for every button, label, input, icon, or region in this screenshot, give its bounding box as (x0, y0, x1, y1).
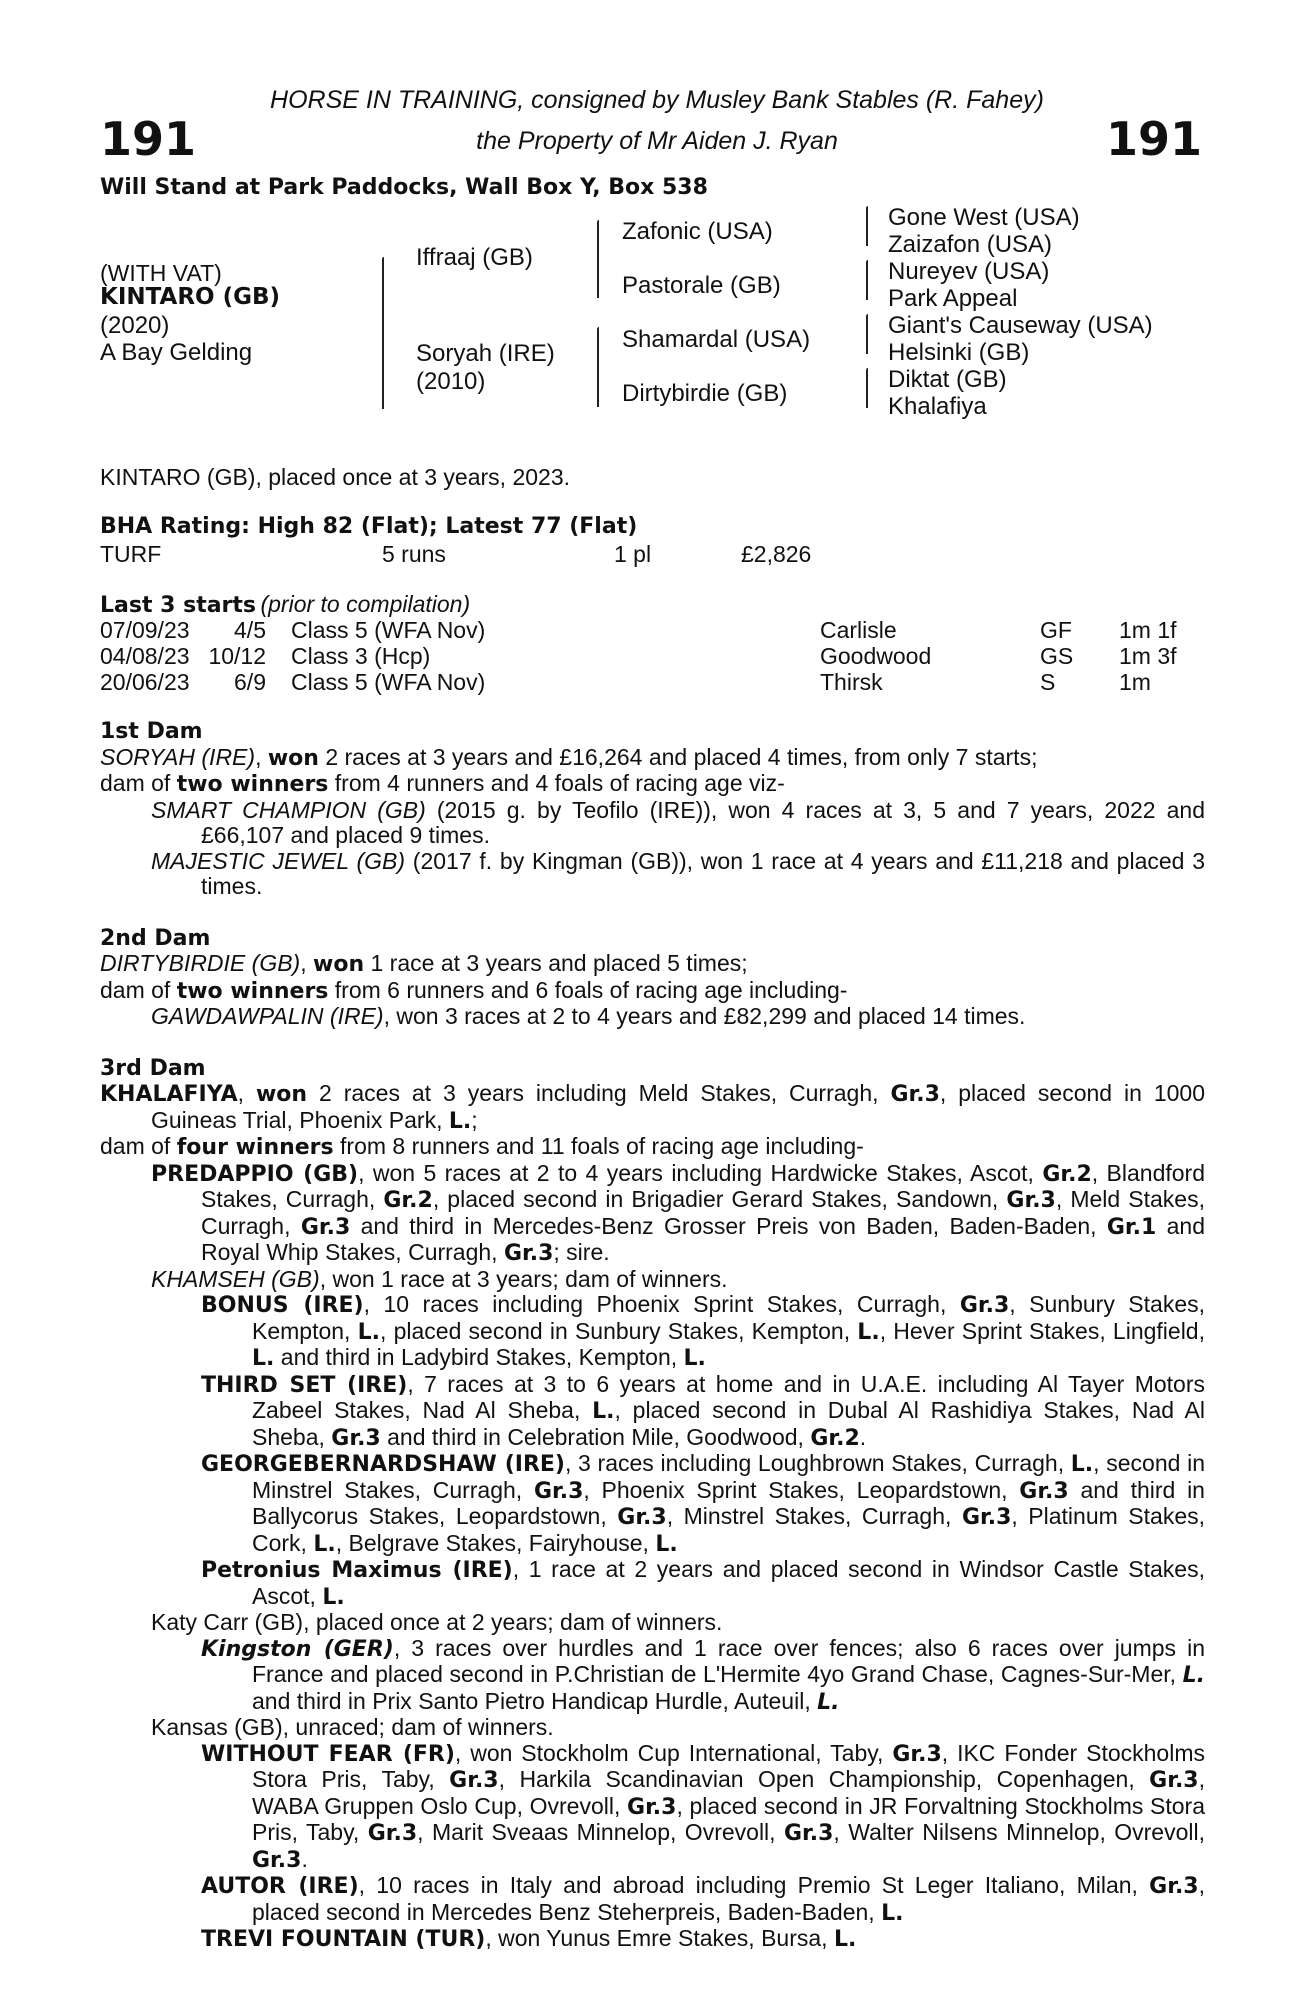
progeny-entry: MAJESTIC JEWEL (GB) (2017 f. by Kingman (GB)), won 1 race at 4 years and £11,218 and placed 3 times. (151, 847, 1205, 899)
sire-dam: Pastorale (GB) (622, 272, 781, 299)
pedigree-brace-g3-3 (866, 314, 868, 354)
rating-placed: 1 pl (614, 541, 652, 567)
start-going: GS (1040, 643, 1074, 669)
start-distance: 1m 3f (1119, 643, 1177, 669)
dam-year: (2010) (416, 368, 486, 395)
start-course: Thirsk (820, 669, 883, 695)
start-position: 6/9 (234, 669, 266, 695)
start-date: 20/06/23 (100, 669, 190, 695)
lot-number-right: 191 (1105, 112, 1202, 166)
property-line: the Property of Mr Aiden J. Ryan (476, 127, 838, 155)
start-course: Carlisle (820, 617, 897, 643)
sire: Iffraaj (GB) (416, 244, 533, 271)
grand-progeny-entry: AUTOR (IRE), 10 races in Italy and abroad including Premio St Leger Italiano, Milan, Gr.3, placed second in Mercedes Benz Steherpreis, Baden-Baden, L. (201, 1872, 1205, 1926)
grand-progeny-entry: BONUS (IRE), 10 races including Phoenix Sprint Stakes, Curragh, Gr.3, Sunbury Stakes, Kempton, L., placed second in Sunbury Stakes, Kempton, L., Hever Sprint Stakes, Lingfield, L. and third in Ladybird Stakes, Kempton, L. (201, 1291, 1206, 1371)
first-dam-title: 1st Dam (100, 719, 203, 744)
horse-year: (2020) (100, 312, 170, 339)
start-date: 04/08/23 (100, 643, 190, 669)
pedigree-brace-main (382, 257, 384, 409)
last-starts-heading (100, 591, 470, 618)
grand-progeny-entry: THIRD SET (IRE), 7 races at 3 to 6 years at home and in U.A.E. including Al Tayer Motors Zabeel Stakes, Nad Al Sheba, L., placed second in Dubal Al Rashidiya Stakes, Nad Al Sheba, Gr.3 and third in Celebration Mile, Goodwood, Gr.2. (201, 1370, 1205, 1451)
start-class: Class 5 (WFA Nov) (291, 669, 486, 695)
progeny-entry: Kansas (GB), unraced; dam of winners. (151, 1714, 554, 1740)
start-position: 4/5 (234, 617, 266, 643)
grand-progeny-entry: Kingston (GER), 3 races over hurdles and 1 race over fences; also 6 races over jumps in France and placed second in P.Christian de L'Hermite 4yo Grand Chase, Cagnes-Sur-Mer, L. and third in Prix Santo Pietro Handicap Hurdle, Auteuil, L. (201, 1634, 1205, 1715)
first-dam-record: SORYAH (IRE), won 2 races at 3 years and £16,264 and placed 4 times, from only 7 starts; (100, 743, 1038, 771)
third-dam-title: 3rd Dam (100, 1055, 206, 1081)
g3-ancestor-2: Zaizafon (USA) (888, 231, 1053, 258)
progeny-entry: Katy Carr (GB), placed once at 2 years; dam of winners. (151, 1609, 723, 1635)
start-course: Goodwood (820, 643, 932, 669)
horse-description: A Bay Gelding (100, 339, 253, 366)
pedigree-brace-g3-1 (866, 206, 868, 246)
grand-progeny-entry: WITHOUT FEAR (FR), won Stockholm Cup International, Taby, Gr.3, IKC Fonder Stockholms Stora Pris, Taby, Gr.3, Harkila Scandinavian Open Championship, Copenhagen, Gr.3, WABA Gruppen Oslo Cup, Ovrevoll, Gr.3, placed second in JR Forvaltning Stockholms Stora Pris, Taby, Gr.3, Marit Sveaas Minnelop, Ovrevoll, Gr.3, Walter Nilsens Minnelop, Ovrevoll, Gr.3. (201, 1739, 1206, 1873)
race-summary: KINTARO (GB), placed once at 3 years, 2023. (100, 464, 571, 490)
progeny-entry: SMART CHAMPION (GB) (2015 g. by Teofilo (IRE)), won 4 races at 3, 5 and 7 years, 2022 and £66,107 and placed 9 times. (151, 796, 1205, 848)
start-date: 07/09/23 (100, 617, 190, 643)
g3-ancestor-7: Diktat (GB) (888, 366, 1007, 393)
bha-rating: BHA Rating: High 82 (Flat); Latest 77 (Flat) (100, 514, 638, 539)
g3-ancestor-3: Nureyev (USA) (888, 258, 1050, 285)
sire-sire: Zafonic (USA) (622, 218, 773, 245)
first-dam-produce: dam of two winners from 4 runners and 4 foals of racing age viz- (100, 770, 785, 797)
dam-dam: Dirtybirdie (GB) (622, 380, 788, 407)
grand-progeny-entry: GEORGEBERNARDSHAW (IRE), 3 races including Loughbrown Stakes, Curragh, L., second in Minstrel Stakes, Curragh, Gr.3, Phoenix Sprint Stakes, Leopardstown, Gr.3 and third in Ballycorus Stakes, Leopardstown, Gr.3, Minstrel Stakes, Curragh, Gr.3, Platinum Stakes, Cork, L., Belgrave Stakes, Fairyhouse, L. (201, 1450, 1206, 1557)
g3-ancestor-5: Giant's Causeway (USA) (888, 312, 1153, 339)
start-going: GF (1040, 617, 1072, 643)
pedigree-brace-sire (597, 220, 599, 298)
start-going: S (1040, 669, 1056, 695)
third-dam-record: KHALAFIYA, won 2 races at 3 years including Meld Stakes, Curragh, Gr.3, placed second in 1000 Guineas Trial, Phoenix Park, L.; (100, 1080, 1205, 1134)
consignor-line: HORSE IN TRAINING, consigned by Musley Bank Stables (R. Fahey) (270, 86, 1044, 114)
first-dam-heading (100, 718, 1205, 745)
dam: Soryah (IRE) (416, 340, 555, 367)
lot-number-left: 191 (100, 112, 197, 166)
pedigree-brace-g3-2 (866, 260, 868, 300)
g3-ancestor-4: Park Appeal (888, 285, 1018, 312)
pedigree-brace-dam (597, 327, 599, 407)
third-dam-produce: dam of four winners from 8 runners and 11 foals of racing age including- (100, 1133, 864, 1160)
rating-runs: 5 runs (382, 541, 446, 567)
start-distance: 1m (1119, 669, 1151, 695)
rating-earnings: £2,826 (741, 541, 812, 567)
third-dam-heading (100, 1055, 1205, 1082)
grand-progeny-entry: TREVI FOUNTAIN (TUR), won Yunus Emre Stakes, Bursa, L. (201, 1925, 857, 1952)
horse-name: KINTARO (GB) (100, 284, 281, 310)
second-dam-title: 2nd Dam (100, 925, 211, 951)
g3-ancestor-8: Khalafiya (888, 393, 987, 420)
start-class: Class 5 (WFA Nov) (291, 617, 486, 643)
g3-ancestor-6: Helsinki (GB) (888, 339, 1030, 366)
last-starts-title: Last 3 starts (100, 593, 257, 618)
progeny-entry: KHAMSEH (GB), won 1 race at 3 years; dam of winners. (151, 1265, 728, 1292)
dam-sire: Shamardal (USA) (622, 326, 811, 353)
start-class: Class 3 (Hcp) (291, 643, 431, 669)
start-position: 10/12 (208, 643, 266, 669)
vat-note: (WITH VAT) (100, 260, 222, 286)
progeny-entry: GAWDAWPALIN (IRE), won 3 races at 2 to 4 years and £82,299 and placed 14 times. (151, 1003, 1026, 1029)
dam-sections (100, 718, 1205, 1953)
rating-surface: TURF (100, 541, 162, 567)
start-distance: 1m 1f (1119, 617, 1177, 643)
pedigree-brace-g3-4 (866, 368, 868, 408)
grand-progeny-entry: Petronius Maximus (IRE), 1 race at 2 years and placed second in Windsor Castle Stakes, Ascot, L. (201, 1556, 1205, 1610)
last-starts-note: (prior to compilation) (260, 591, 471, 617)
stand-location: Will Stand at Park Paddocks, Wall Box Y, Box 538 (100, 175, 708, 200)
second-dam-record: DIRTYBIRDIE (GB), won 1 race at 3 years and placed 5 times; (100, 950, 748, 977)
progeny-entry: PREDAPPIO (GB), won 5 races at 2 to 4 years including Hardwicke Stakes, Ascot, Gr.2, Blandford Stakes, Curragh, Gr.2, placed second in Brigadier Gerard Stakes, Sandown, Gr.3, Meld Stakes, Curragh, Gr.3 and third in Mercedes-Benz Grosser Preis von Baden, Baden-Baden, Gr.1 and Royal Whip Stakes, Curragh, Gr.3; sire. (151, 1159, 1205, 1266)
second-dam-heading (100, 925, 1205, 952)
g3-ancestor-1: Gone West (USA) (888, 204, 1080, 231)
second-dam-produce: dam of two winners from 6 runners and 6 foals of racing age including- (100, 976, 848, 1004)
